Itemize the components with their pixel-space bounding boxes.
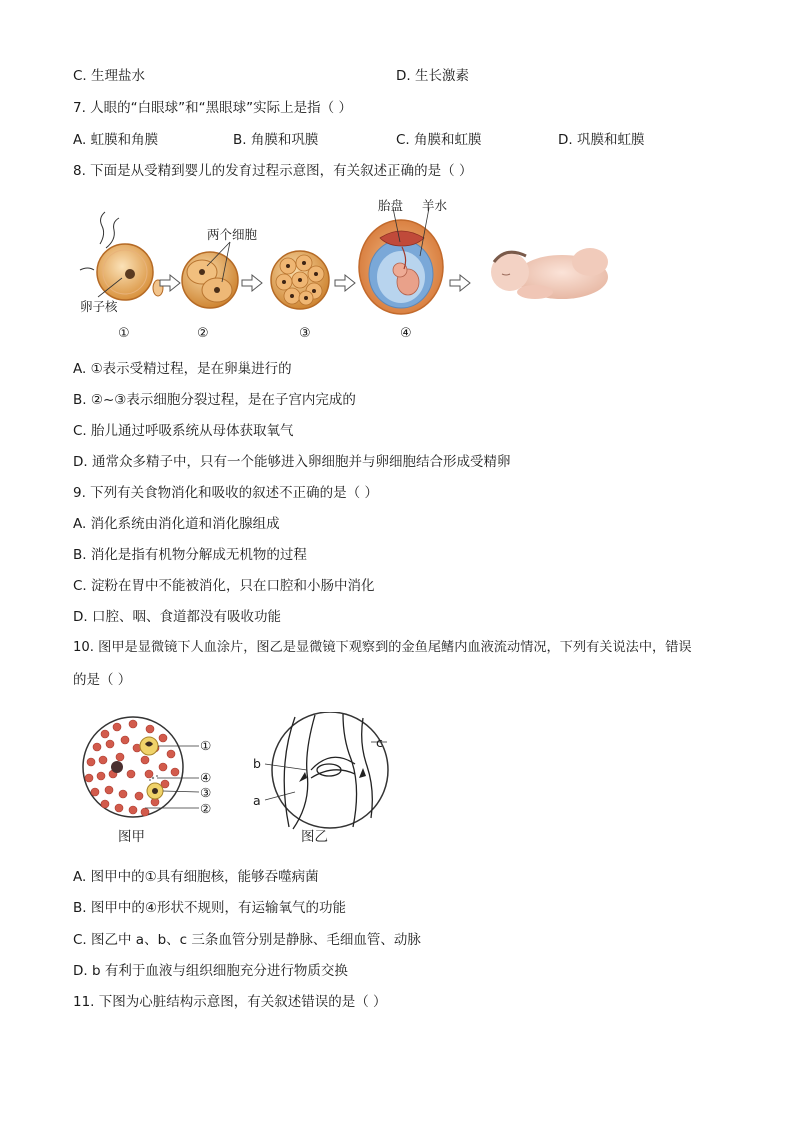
label-amniotic-fluid: 羊水 xyxy=(422,198,448,213)
label-1: ① xyxy=(200,738,212,753)
vessel-label-c: c xyxy=(376,735,383,750)
white-blood-cell-dark xyxy=(111,761,123,773)
q9-stem: 9. 下列有关食物消化和吸收的叙述不正确的是（ ） xyxy=(73,485,378,501)
q9-option-d: D. 口腔、咽、食道都没有吸收功能 xyxy=(73,609,281,625)
label-two-cells: 两个细胞 xyxy=(207,227,258,242)
caption-figure-b: 图乙 xyxy=(301,829,328,845)
microscope-field-a xyxy=(83,717,183,817)
blood-figure xyxy=(75,712,405,852)
q10-option-d: D. b 有利于血液与组织细胞充分进行物质交换 xyxy=(73,963,348,979)
vessel-label-b: b xyxy=(253,756,261,771)
q7-option-a: A. 虹膜和角膜 xyxy=(73,132,159,148)
stage-label-4: ④ xyxy=(400,326,412,341)
arrow-icon xyxy=(335,275,355,291)
development-illustration xyxy=(70,192,630,352)
q8-option-d: D. 通常众多精子中，只有一个能够进入卵细胞并与卵细胞结合形成受精卵 xyxy=(73,454,511,470)
q11-stem: 11. 下图为心脏结构示意图，有关叙述错误的是（ ） xyxy=(73,994,387,1010)
label-placenta: 胎盘 xyxy=(378,198,404,213)
q6-option-c: C. 生理盐水 xyxy=(73,68,146,84)
label-3: ③ xyxy=(200,785,212,800)
q10-option-a: A. 图甲中的①具有细胞核，能够吞噬病菌 xyxy=(73,869,319,885)
q8-option-c: C. 胎儿通过呼吸系统从母体获取氧气 xyxy=(73,423,294,439)
q10-stem-line1: 10. 图甲是显微镜下人血涂片，图乙是显微镜下观察到的金鱼尾鳍内血液流动情况，下列有关说法中，错误 xyxy=(73,640,692,655)
stage-label-1: ① xyxy=(118,326,130,341)
egg-nucleus xyxy=(125,269,135,279)
q8-option-b: B. ②~③表示细胞分裂过程，是在子宫内完成的 xyxy=(73,392,356,408)
q9-option-b: B. 消化是指有机物分解成无机物的过程 xyxy=(73,547,307,563)
label-4: ④ xyxy=(200,770,212,785)
q7-option-c: C. 角膜和虹膜 xyxy=(396,132,482,148)
q8-stem: 8. 下面是从受精到婴儿的发育过程示意图，有关叙述正确的是（ ） xyxy=(73,163,473,179)
caption-figure-a: 图甲 xyxy=(118,829,145,845)
vessel-label-a: a xyxy=(253,793,261,808)
q10-option-b: B. 图甲中的④形状不规则，有运输氧气的功能 xyxy=(73,900,346,916)
label-2: ② xyxy=(200,801,212,816)
arrow-icon xyxy=(450,275,470,291)
stage-label-3: ③ xyxy=(299,326,311,341)
newborn-baby xyxy=(491,248,608,299)
arrow-icon xyxy=(242,275,262,291)
q8-option-a: A. ①表示受精过程，是在卵巢进行的 xyxy=(73,361,292,377)
q9-option-a: A. 消化系统由消化道和消化腺组成 xyxy=(73,516,280,532)
q9-option-c: C. 淀粉在胃中不能被消化，只在口腔和小肠中消化 xyxy=(73,578,375,594)
development-figure xyxy=(70,192,630,352)
q7-option-b: B. 角膜和巩膜 xyxy=(233,132,319,148)
q10-option-c: C. 图乙中 a、b、c 三条血管分别是静脉、毛细血管、动脉 xyxy=(73,932,421,948)
label-egg-nucleus: 卵子核 xyxy=(80,299,118,314)
q6-option-d: D. 生长激素 xyxy=(396,68,469,84)
q10-stem-line2: 的是（ ） xyxy=(73,672,132,688)
q7-option-d: D. 巩膜和虹膜 xyxy=(558,132,645,148)
stage-label-2: ② xyxy=(197,326,209,341)
q7-stem: 7. 人眼的“白眼球”和“黑眼球”实际上是指（ ） xyxy=(73,100,352,116)
